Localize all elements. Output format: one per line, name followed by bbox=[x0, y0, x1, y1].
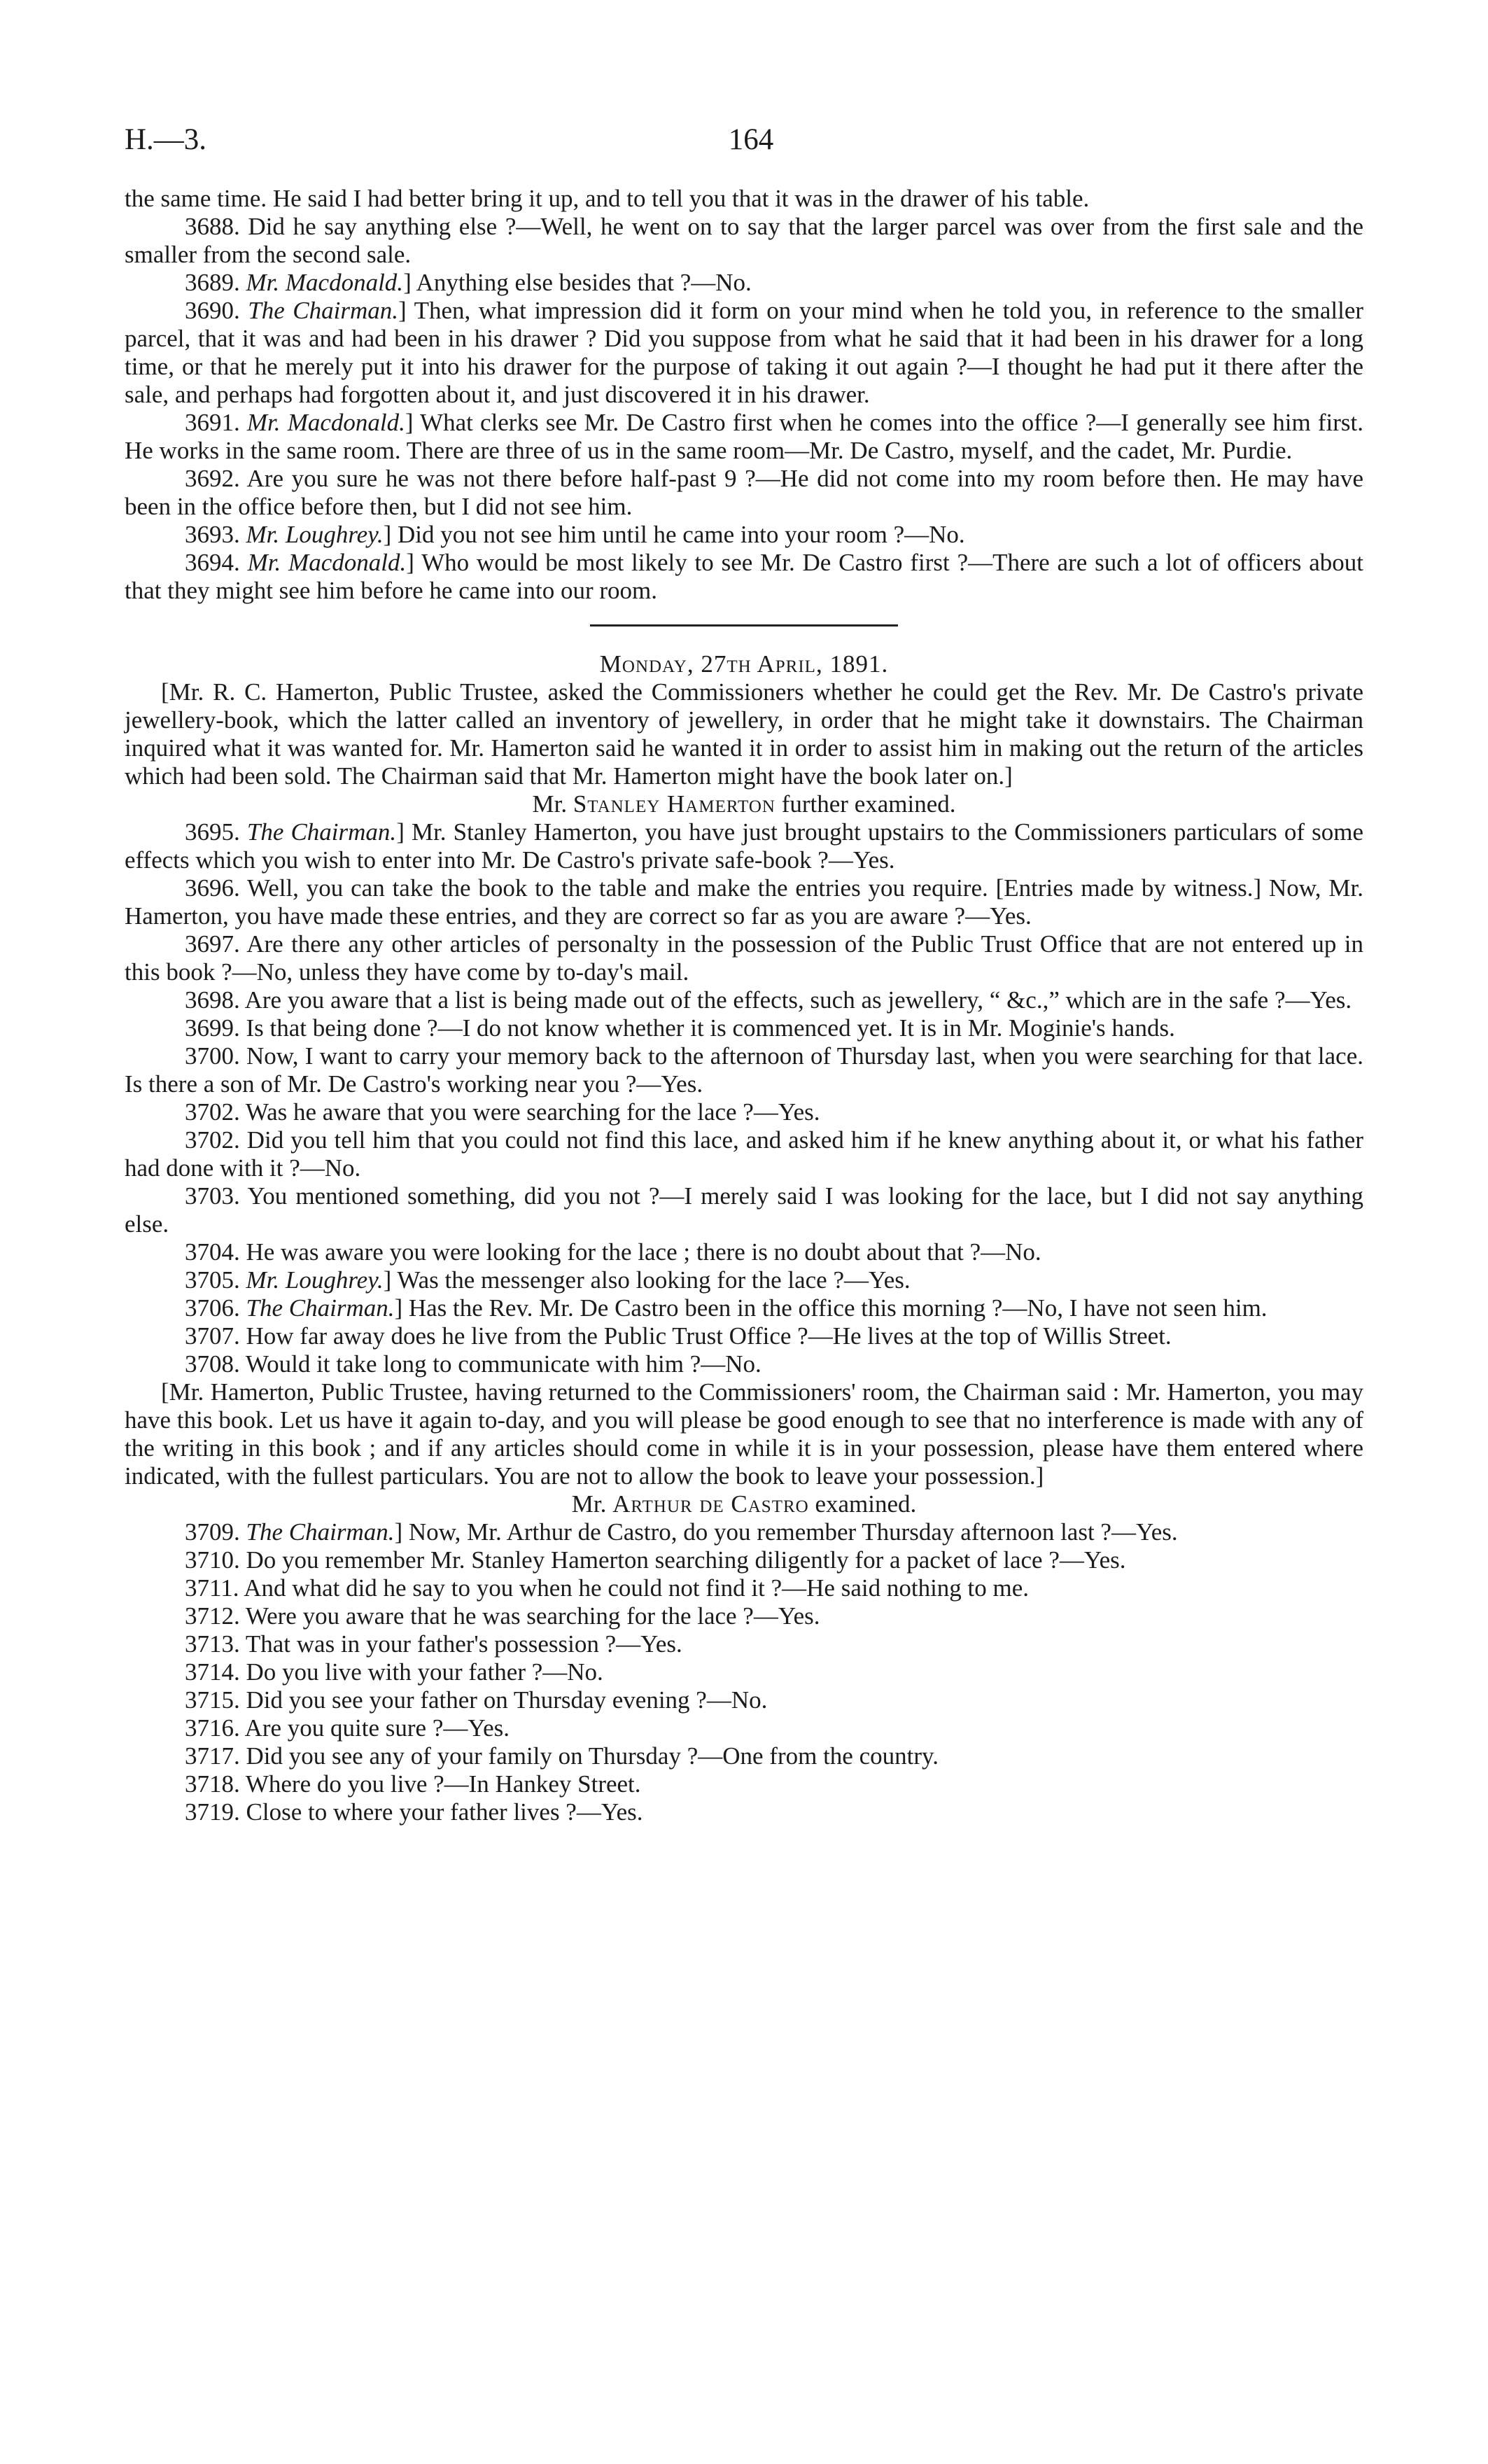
question-3703: 3703. You mentioned something, did you not ?—I merely said I was looking for the lace, but I did not say anything else. bbox=[125, 1182, 1363, 1238]
document-reference: H.—3. bbox=[125, 123, 207, 156]
speaker: Mr. Loughrey. bbox=[246, 521, 384, 548]
question-number: 3693. bbox=[185, 521, 246, 548]
question-3706 bbox=[125, 1294, 1363, 1322]
speaker: The Chairman. bbox=[246, 1518, 395, 1546]
question-3713: 3713. That was in your father's possession ?—Yes. bbox=[185, 1630, 682, 1658]
procedural-note: [Mr. Hamerton, Public Trustee, having returned to the Commissioners' room, the Chairman said : Mr. Hamerton, you may have this book. Let us have it again to-day, and you will please be good enough to see that no interference is made with any of the writing in this book ; and if any articles should come in while it is in your possession, please have them entered where indicated, with the fullest particulars. You are not to allow the book to leave your possession.] bbox=[125, 1378, 1363, 1490]
page-number: 164 bbox=[728, 123, 774, 156]
question-3688: 3688. Did he say anything else ?—Well, he went on to say that the larger parcel was over from the first sale and the smaller from the second sale. bbox=[125, 213, 1363, 268]
question-3698: 3698. Are you aware that a list is being made out of the effects, such as jewellery, “ &c.,” which are in the safe ?—Yes. bbox=[185, 986, 1352, 1014]
question-3690 bbox=[125, 297, 1363, 409]
question-3705 bbox=[125, 1266, 1363, 1294]
question-number: 3706. bbox=[185, 1294, 246, 1322]
question-text: ] Then, what impression did it form on your mind when he told you, in reference to the smaller parcel, that it was and had been in his drawer ? Did you suppose from what he said that it had been in his drawer for a long time, or that he merely put it into his drawer for the purpose of taking it out again ?—I thought he had put it there after the sale, and perhaps had forgotten about it, and just discovered it in his drawer. bbox=[125, 297, 1364, 408]
question-3699: 3699. Is that being done ?—I do not know whether it is commenced yet. It is in Mr. Moginie's hands. bbox=[185, 1014, 1175, 1042]
continuation-paragraph: the same time. He said I had better bring it up, and to tell you that it was in the drawer of his table. bbox=[125, 185, 1090, 212]
question-3707: 3707. How far away does he live from the Public Trust Office ?—He lives at the top of Willis Street. bbox=[185, 1322, 1172, 1350]
question-3702a: 3702. Was he aware that you were searching for the lace ?—Yes. bbox=[185, 1098, 820, 1126]
question-3719: 3719. Close to where your father lives ?—Yes. bbox=[185, 1798, 643, 1826]
question-3711: 3711. And what did he say to you when he could not find it ?—He said nothing to me. bbox=[185, 1574, 1030, 1602]
question-text: ] What clerks see Mr. De Castro first when he comes into the office ?—I generally see him first. He works in the same room. There are three of us in the same room—Mr. De Castro, myself, and the cadet, Mr. Purdie. bbox=[125, 409, 1364, 464]
question-3691 bbox=[125, 409, 1363, 465]
witness-heading bbox=[125, 790, 1363, 818]
question-3718: 3718. Where do you live ?—In Hankey Street. bbox=[185, 1770, 641, 1798]
witness-status: examined. bbox=[808, 1490, 917, 1518]
question-3696: 3696. Well, you can take the book to the table and make the entries you require. [Entries made by witness.] Now, Mr. Hamerton, you have made these entries, and they are correct so far as you are aware ?—Yes. bbox=[125, 874, 1363, 930]
page-body bbox=[125, 185, 1363, 1826]
question-3704: 3704. He was aware you were looking for the lace ; there is no doubt about that ?—No. bbox=[185, 1238, 1041, 1266]
question-3712: 3712. Were you aware that he was searching for the lace ?—Yes. bbox=[185, 1602, 820, 1630]
question-3693 bbox=[125, 521, 1363, 549]
question-3697: 3697. Are there any other articles of personalty in the possession of the Public Trust Office that are not entered up in this book ?—No, unless they have come by to-day's mail. bbox=[125, 930, 1363, 986]
speaker: Mr. Macdonald. bbox=[246, 409, 405, 436]
question-number: 3709. bbox=[185, 1518, 246, 1546]
question-text: ] Who would be most likely to see Mr. De Castro first ?—There are such a lot of officers about that they might see him before he came into our room. bbox=[125, 549, 1364, 604]
question-text: ] Has the Rev. Mr. De Castro been in the office this morning ?—No, I have not seen him. bbox=[394, 1294, 1268, 1322]
question-text: ] Now, Mr. Arthur de Castro, do you remember Thursday afternoon last ?—Yes. bbox=[394, 1518, 1178, 1546]
section-divider bbox=[590, 624, 898, 626]
witness-name: Arthur de Castro bbox=[612, 1490, 809, 1518]
question-number: 3694. bbox=[185, 549, 248, 576]
question-3689 bbox=[125, 269, 1363, 297]
speaker: The Chairman. bbox=[246, 818, 397, 846]
question-3717: 3717. Did you see any of your family on Thursday ?—One from the country. bbox=[185, 1742, 939, 1770]
page-header bbox=[125, 120, 1363, 160]
witness-title: Mr. bbox=[532, 790, 573, 818]
question-3715: 3715. Did you see your father on Thursday evening ?—No. bbox=[185, 1686, 768, 1714]
procedural-note: [Mr. R. C. Hamerton, Public Trustee, asked the Commissioners whether he could get the Rev. Mr. De Castro's private jewellery-book, which the latter called an inventory of jewellery, in order that he might take it downstairs. The Chairman inquired what it was wanted for. Mr. Hamerton said he wanted it in order to assist him in making out the return of the articles which had been sold. The Chairman said that Mr. Hamerton might have the book later on.] bbox=[125, 678, 1363, 790]
speaker: Mr. Macdonald. bbox=[246, 269, 404, 296]
speaker: The Chairman. bbox=[248, 297, 399, 324]
question-3709 bbox=[125, 1518, 1363, 1546]
question-3710: 3710. Do you remember Mr. Stanley Hamerton searching diligently for a packet of lace ?—Yes. bbox=[185, 1546, 1126, 1574]
question-text: ] Was the messenger also looking for the lace ?—Yes. bbox=[383, 1266, 911, 1294]
question-number: 3691. bbox=[185, 409, 247, 436]
question-3692: 3692. Are you sure he was not there before half-past 9 ?—He did not come into my room before then. He may have been in the office before then, but I did not see him. bbox=[125, 465, 1363, 520]
witness-name: Stanley Hamerton bbox=[573, 790, 775, 818]
speaker: The Chairman. bbox=[246, 1294, 395, 1322]
question-3708: 3708. Would it take long to communicate with him ?—No. bbox=[185, 1350, 761, 1378]
question-3700: 3700. Now, I want to carry your memory back to the afternoon of Thursday last, when you were searching for that lace. Is there a son of Mr. De Castro's working near you ?—Yes. bbox=[125, 1042, 1363, 1098]
speaker: Mr. Loughrey. bbox=[246, 1266, 384, 1294]
question-3714: 3714. Do you live with your father ?—No. bbox=[185, 1658, 603, 1686]
question-number: 3695. bbox=[185, 818, 247, 846]
witness-title: Mr. bbox=[571, 1490, 613, 1518]
question-number: 3689. bbox=[185, 269, 246, 296]
question-text: ] Anything else besides that ?—No. bbox=[403, 269, 752, 296]
question-text: ] Did you not see him until he came into your room ?—No. bbox=[383, 521, 965, 548]
question-3716: 3716. Are you quite sure ?—Yes. bbox=[185, 1714, 510, 1742]
witness-heading bbox=[125, 1490, 1363, 1518]
question-3702b: 3702. Did you tell him that you could not find this lace, and asked him if he knew anything about it, or what his father had done with it ?—No. bbox=[125, 1126, 1363, 1182]
speaker: Mr. Macdonald. bbox=[247, 549, 407, 576]
witness-status: further examined. bbox=[775, 790, 956, 818]
question-3694 bbox=[125, 549, 1363, 605]
question-3695 bbox=[125, 818, 1363, 874]
date-heading: Monday, 27th April, 1891. bbox=[599, 650, 889, 678]
question-number: 3690. bbox=[185, 297, 248, 324]
question-number: 3705. bbox=[185, 1266, 246, 1294]
question-text: ] Mr. Stanley Hamerton, you have just brought upstairs to the Commissioners particulars of some effects which you wish to enter into Mr. De Castro's private safe-book ?—Yes. bbox=[125, 818, 1363, 874]
